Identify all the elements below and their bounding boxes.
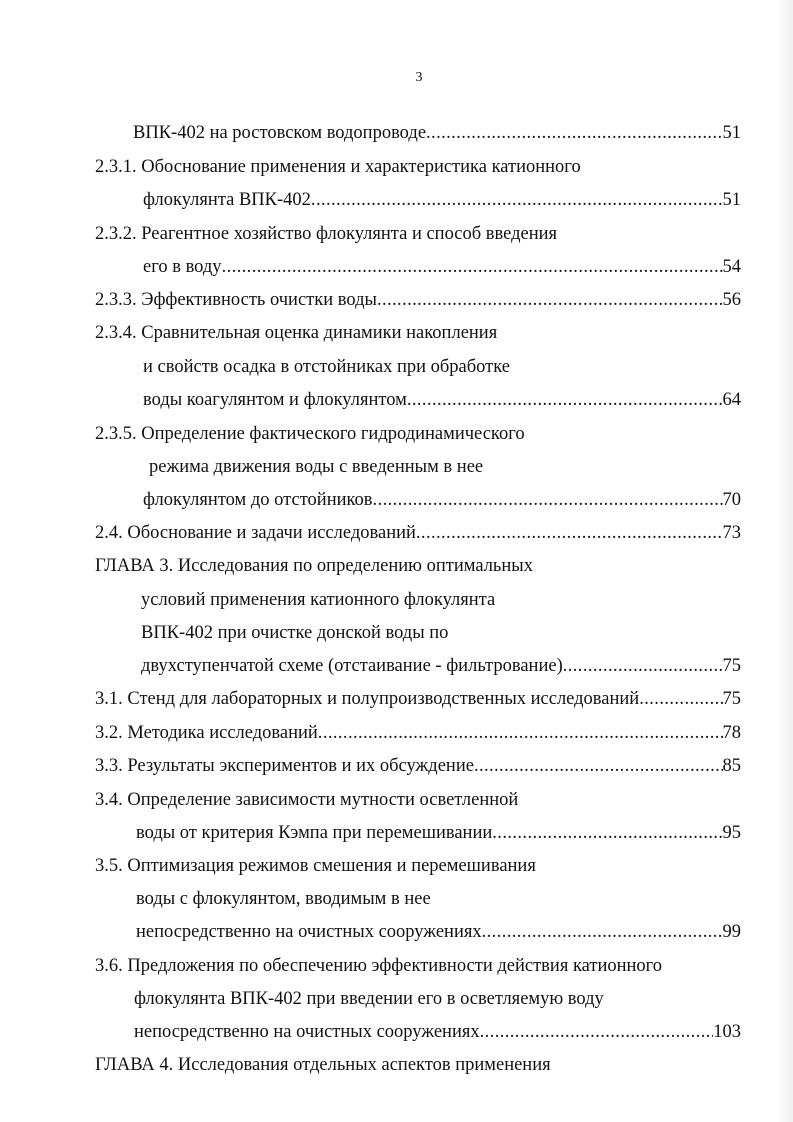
toc-entry-text: воды с флокулянтом, вводимым в нее xyxy=(136,889,431,909)
toc-entry-text: 2.4. Обоснование и задачи исследований xyxy=(95,523,416,543)
toc-page-number: 103 xyxy=(713,1022,741,1042)
toc-entry-text: 3.6. Предложения по обеспечению эффективности действия катионного xyxy=(95,956,663,976)
toc-leader-dots xyxy=(492,822,722,844)
toc-leader-dots xyxy=(482,921,723,943)
toc-page-number: 51 xyxy=(722,123,741,143)
toc-leader-dots xyxy=(373,489,723,511)
toc-line xyxy=(136,888,741,910)
toc-page-number: 75 xyxy=(722,689,741,709)
toc-leader-dots xyxy=(480,1021,714,1043)
toc-entry-text: воды коагулянтом и флокулянтом xyxy=(143,390,407,410)
toc-leader-dots xyxy=(318,722,723,744)
toc-line xyxy=(95,156,741,178)
toc-entry-text: ВПК-402 на ростовском водопроводе xyxy=(133,123,427,143)
toc-page-number: 78 xyxy=(722,723,741,743)
toc-line xyxy=(134,988,741,1010)
toc-entry-text: непосредственно на очистных сооружениях xyxy=(134,1022,480,1042)
toc-entry-text: 2.3.2. Реагентное хозяйство флокулянта и способ введения xyxy=(95,224,558,244)
toc-chapter-heading: ГЛАВА 3. Исследования по определению оптимальных xyxy=(95,556,533,576)
toc-entry-text: условий применения катионного флокулянта xyxy=(141,590,496,610)
page-number: 3 xyxy=(415,70,423,85)
toc-leader-dots xyxy=(474,755,723,777)
toc-line xyxy=(141,589,741,611)
toc-line xyxy=(95,688,741,710)
toc-page-number: 56 xyxy=(722,290,741,310)
toc-entry-text: его в воду xyxy=(143,257,222,277)
toc-page-number: 95 xyxy=(722,823,741,843)
toc-line xyxy=(149,456,741,478)
toc-line xyxy=(95,223,741,245)
toc-entry-text: флокулянта ВПК-402 xyxy=(143,190,311,210)
toc-line xyxy=(143,189,741,211)
toc-line xyxy=(95,555,741,577)
toc-line xyxy=(133,122,741,144)
toc-entry-text: флокулянтом до отстойников xyxy=(143,490,373,510)
toc-leader-dots xyxy=(222,256,723,278)
toc-entry-text: и свойств осадка в отстойниках при обработке xyxy=(143,357,510,377)
toc-entry-text: непосредственно на очистных сооружениях xyxy=(136,922,482,942)
toc-entry-text: 2.3.1. Обоснование применения и характеристика катионного xyxy=(95,157,581,177)
toc-page-number: 99 xyxy=(722,922,741,942)
toc-line xyxy=(95,855,741,877)
toc-line xyxy=(143,489,741,511)
toc-leader-dots xyxy=(377,289,723,311)
toc-leader-dots xyxy=(416,522,723,544)
toc-entry-text: 2.3.3. Эффективность очистки воды xyxy=(95,290,377,310)
scan-edge-shadow xyxy=(777,0,793,1122)
toc-page-number: 51 xyxy=(722,190,741,210)
toc-chapter-heading: ГЛАВА 4. Исследования отдельных аспектов применения xyxy=(95,1055,551,1075)
toc-line xyxy=(143,356,741,378)
toc-page-number: 54 xyxy=(722,257,741,277)
toc-leader-dots xyxy=(407,389,723,411)
toc-line xyxy=(136,822,741,844)
toc-line xyxy=(95,1054,741,1076)
toc-line xyxy=(95,423,741,445)
toc-leader-dots xyxy=(639,688,722,710)
toc-entry-text: 3.5. Оптимизация режимов смешения и перемешивания xyxy=(95,856,536,876)
toc-entry-text: двухступенчатой схеме (отстаивание - фильтрование) xyxy=(141,656,563,676)
toc-line xyxy=(141,622,741,644)
toc-entry-text: 2.3.4. Сравнительная оценка динамики накопления xyxy=(95,323,498,343)
toc-line xyxy=(136,921,741,943)
toc-entry-text: ВПК-402 при очистке донской воды по xyxy=(141,623,449,643)
toc-entry-text: режима движения воды с введенным в нее xyxy=(149,457,484,477)
toc-leader-dots xyxy=(563,655,723,677)
toc-entry-text: 3.4. Определение зависимости мутности осветленной xyxy=(95,790,519,810)
toc-entry-text: 2.3.5. Определение фактического гидродинамического xyxy=(95,424,525,444)
toc-line xyxy=(95,322,741,344)
toc-line xyxy=(95,789,741,811)
toc-entry-text: 3.2. Методика исследований xyxy=(95,723,318,743)
toc-page-number: 70 xyxy=(722,490,741,510)
toc-entry-text: воды от критерия Кэмпа при перемешивании xyxy=(136,823,493,843)
toc-line xyxy=(95,722,741,744)
toc-leader-dots xyxy=(311,189,723,211)
toc-entry-text: флокулянта ВПК-402 при введении его в осветляемую воду xyxy=(134,989,604,1009)
toc-line xyxy=(134,1021,741,1043)
toc-line xyxy=(143,256,741,278)
toc-line xyxy=(95,755,741,777)
toc-entry-text: 3.3. Результаты экспериментов и их обсуждение xyxy=(95,756,474,776)
toc-line xyxy=(95,955,741,977)
toc-line xyxy=(95,289,741,311)
toc-line xyxy=(95,522,741,544)
toc-page-number: 85 xyxy=(722,756,741,776)
toc-entry-text: 3.1. Стенд для лабораторных и полупроизводственных исследований xyxy=(95,689,640,709)
toc-line xyxy=(141,655,741,677)
toc-page-number: 75 xyxy=(722,656,741,676)
toc-leader-dots xyxy=(426,122,722,144)
toc-page-number: 73 xyxy=(722,523,741,543)
toc-line xyxy=(143,389,741,411)
toc-page-number: 64 xyxy=(722,390,741,410)
